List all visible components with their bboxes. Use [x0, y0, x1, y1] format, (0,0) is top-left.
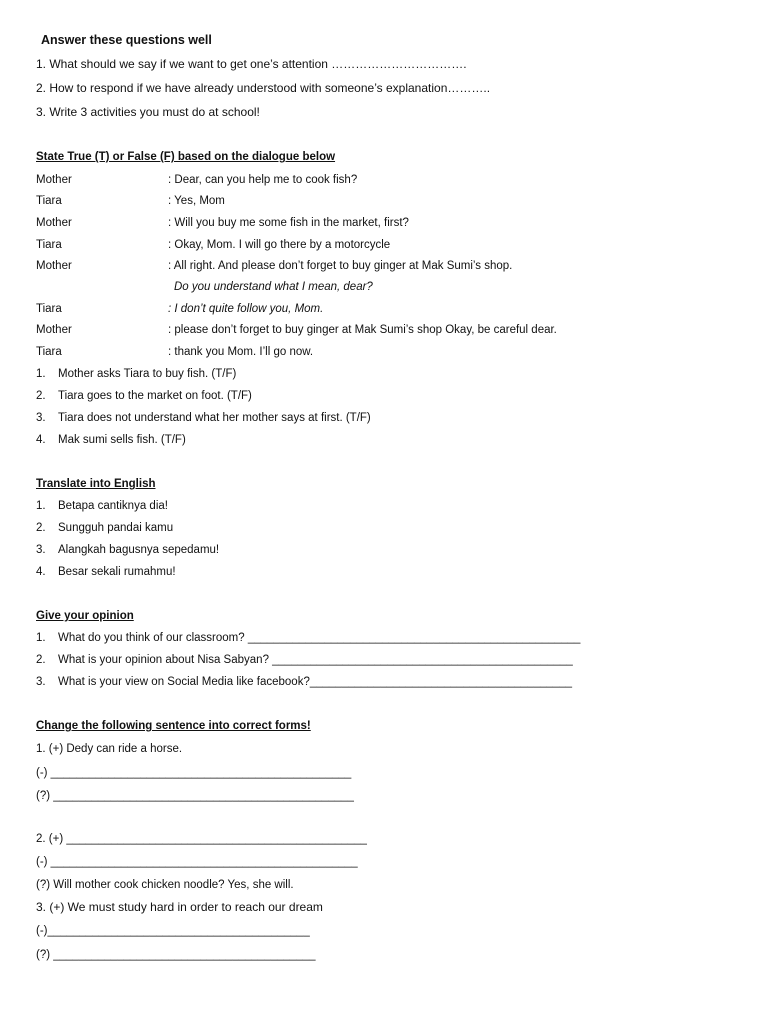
item-number: 2.	[36, 390, 46, 402]
item-text: What is your view on Social Media like facebook?_________________________________________	[58, 676, 573, 688]
speaker: Mother	[36, 174, 72, 186]
dialogue-text: : I don’t quite follow you, Mom.	[168, 303, 324, 315]
question-3: 3. Write 3 activities you must do at school!	[36, 105, 260, 119]
speaker: Tiara	[36, 303, 62, 315]
item-number: 3.	[36, 676, 46, 688]
dialogue-line	[36, 259, 512, 273]
section-title-answer-questions: Answer these questions well	[41, 33, 212, 47]
item-number: 4.	[36, 566, 46, 578]
speaker: Mother	[36, 217, 72, 229]
translate-item	[36, 565, 176, 579]
item-text: Mother asks Tiara to buy fish. (T/F)	[58, 368, 237, 380]
form-line: 1. (+) Dedy can ride a horse.	[36, 743, 183, 755]
form-line: (?) _______________________________________________	[36, 790, 354, 802]
item-number: 3.	[36, 412, 46, 424]
item-number: 4.	[36, 434, 46, 446]
opinion-item	[36, 631, 580, 645]
translate-item	[36, 499, 168, 513]
question-2: 2. How to respond if we have already understood with someone’s explanation………..	[36, 81, 491, 95]
form-line: (?) _________________________________________	[36, 949, 316, 961]
item-number: 1.	[36, 632, 46, 644]
form-line: 2. (+) _______________________________________________	[36, 833, 367, 845]
item-text: Sungguh pandai kamu	[58, 522, 174, 534]
translate-item	[36, 521, 173, 535]
statement-item	[36, 433, 186, 447]
statement-item	[36, 389, 252, 403]
form-line: 3. (+) We must study hard in order to reach our dream	[36, 900, 323, 914]
dialogue-text: : All right. And please don’t forget to buy ginger at Mak Sumi’s shop.	[168, 260, 513, 272]
form-line: (?) Will mother cook chicken noodle? Yes, she will.	[36, 879, 294, 891]
item-text: Betapa cantiknya dia!	[58, 500, 168, 512]
dialogue-line	[36, 302, 323, 316]
dialogue-text: : Dear, can you help me to cook fish?	[168, 174, 358, 186]
speaker: Tiara	[36, 239, 62, 251]
statement-item	[36, 411, 371, 425]
dialogue-text: : thank you Mom. I’ll go now.	[168, 346, 314, 358]
speaker: Tiara	[36, 346, 62, 358]
dialogue-text: : Will you buy me some fish in the market, first?	[168, 217, 409, 229]
item-text: Mak sumi sells fish. (T/F)	[58, 434, 186, 446]
question-1: 1. What should we say if we want to get one’s attention …………………………….	[36, 57, 467, 71]
item-number: 1.	[36, 368, 46, 380]
form-line: (-) _______________________________________________	[36, 767, 352, 779]
speaker: Mother	[36, 260, 72, 272]
form-line: (-)_________________________________________	[36, 925, 310, 937]
item-text: What is your opinion about Nisa Sabyan? _______________________________________________	[58, 654, 573, 666]
opinion-item	[36, 653, 573, 667]
item-text: Besar sekali rumahmu!	[58, 566, 176, 578]
speaker: Tiara	[36, 195, 62, 207]
dialogue-text: : please don’t forget to buy ginger at Mak Sumi’s shop Okay, be careful dear.	[168, 324, 557, 336]
item-number: 1.	[36, 500, 46, 512]
item-number: 2.	[36, 654, 46, 666]
statement-item	[36, 367, 236, 381]
dialogue-text: : Okay, Mom. I will go there by a motorcycle	[168, 239, 391, 251]
speaker: Mother	[36, 324, 72, 336]
dialogue-line	[36, 238, 390, 252]
item-text: Tiara does not understand what her mother says at first. (T/F)	[58, 412, 371, 424]
dialogue-text: : Yes, Mom	[168, 195, 225, 207]
section-title-translate: Translate into English	[36, 478, 156, 490]
item-number: 3.	[36, 544, 46, 556]
item-text: Alangkah bagusnya sepedamu!	[58, 544, 220, 556]
section-title-true-false: State True (T) or False (F) based on the dialogue below	[36, 151, 336, 163]
item-text: Tiara goes to the market on foot. (T/F)	[58, 390, 252, 402]
form-line: (-) ________________________________________________	[36, 856, 358, 868]
dialogue-line	[36, 173, 357, 187]
translate-item	[36, 543, 219, 557]
dialogue-continuation: Do you understand what I mean, dear?	[174, 281, 373, 293]
dialogue-line	[36, 216, 409, 230]
item-text: What do you think of our classroom? ____________________________________________________	[58, 632, 581, 644]
dialogue-line	[36, 323, 557, 337]
dialogue-line	[36, 345, 313, 359]
section-title-opinion: Give your opinion	[36, 610, 134, 622]
section-title-change-forms: Change the following sentence into correct forms!	[36, 720, 311, 732]
opinion-item	[36, 675, 572, 689]
item-number: 2.	[36, 522, 46, 534]
dialogue-line	[36, 194, 225, 208]
